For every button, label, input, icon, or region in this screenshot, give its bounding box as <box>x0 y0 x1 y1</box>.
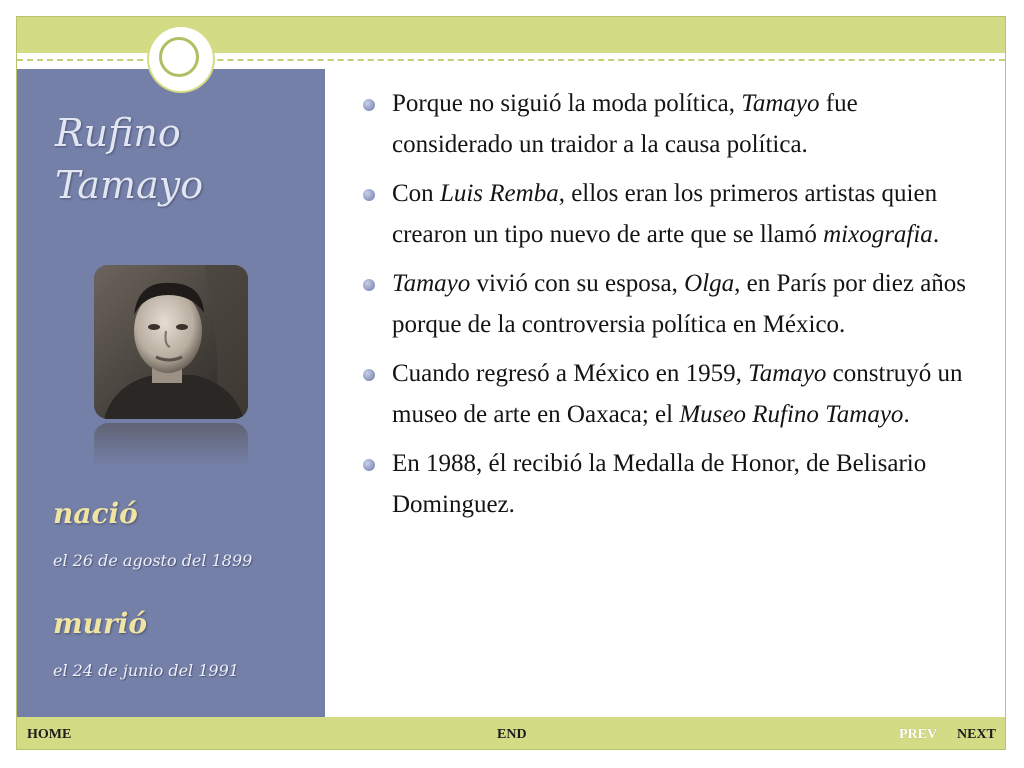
text-italic: Tamayo <box>748 360 827 387</box>
footer-nav-bar <box>17 717 1005 749</box>
text: vivió con su esposa, <box>470 270 685 297</box>
text: fue considerado un traidor a la causa política. <box>392 90 858 158</box>
text: , ellos eran los primeros artistas quien crearon un tipo nuevo de arte que se llamó <box>392 180 938 248</box>
text-italic: Luis Remba <box>439 180 559 207</box>
text: Con <box>392 180 440 207</box>
born-label: nació <box>53 497 138 530</box>
portrait-icon <box>94 265 248 419</box>
prev-link[interactable]: PREV <box>899 727 938 742</box>
text: En 1988, él recibió la Medalla de Honor, de Belisario Dominguez. <box>392 450 927 518</box>
list-item <box>359 443 983 525</box>
artist-name <box>55 107 315 211</box>
slide-frame <box>16 16 1006 750</box>
died-date: el 24 de junio del 1991 <box>53 661 239 680</box>
bullet-icon <box>363 99 375 111</box>
bullet-list-container <box>359 83 983 533</box>
bullet-list <box>359 83 983 525</box>
bullet-icon <box>363 279 375 291</box>
died-label: murió <box>53 607 148 640</box>
text-italic: Tamayo <box>392 270 471 297</box>
sidebar <box>17 69 325 717</box>
portrait-reflection <box>94 423 248 467</box>
text: . <box>903 401 910 428</box>
list-item <box>359 173 983 255</box>
end-link[interactable]: END <box>497 727 527 742</box>
next-link[interactable]: NEXT <box>957 727 996 742</box>
artist-last-name: Tamayo <box>55 163 204 207</box>
bullet-icon <box>363 369 375 381</box>
text: Cuando regresó a México en 1959, <box>392 360 749 387</box>
text: construyó un museo de arte en Oaxaca; el <box>392 360 963 428</box>
artist-first-name: Rufino <box>55 111 181 155</box>
text-italic: Tamayo <box>741 90 820 117</box>
home-link[interactable]: HOME <box>27 727 72 742</box>
list-item <box>359 263 983 345</box>
list-item <box>359 83 983 165</box>
ring-icon <box>159 37 199 77</box>
text: Porque no siguió la moda política, <box>392 90 742 117</box>
list-item <box>359 353 983 435</box>
text-italic: mixografia <box>823 221 933 248</box>
bullet-icon <box>363 459 375 471</box>
text-italic: Museo Rufino Tamayo <box>679 401 904 428</box>
text: . <box>932 221 940 248</box>
text-italic: Olga <box>684 270 735 297</box>
medallion-ornament <box>149 27 213 91</box>
born-date: el 26 de agosto del 1899 <box>53 551 253 570</box>
portrait-photo <box>94 265 248 419</box>
bullet-icon <box>363 189 375 201</box>
text: , en París por diez años porque de la controversia política en México. <box>392 270 967 338</box>
